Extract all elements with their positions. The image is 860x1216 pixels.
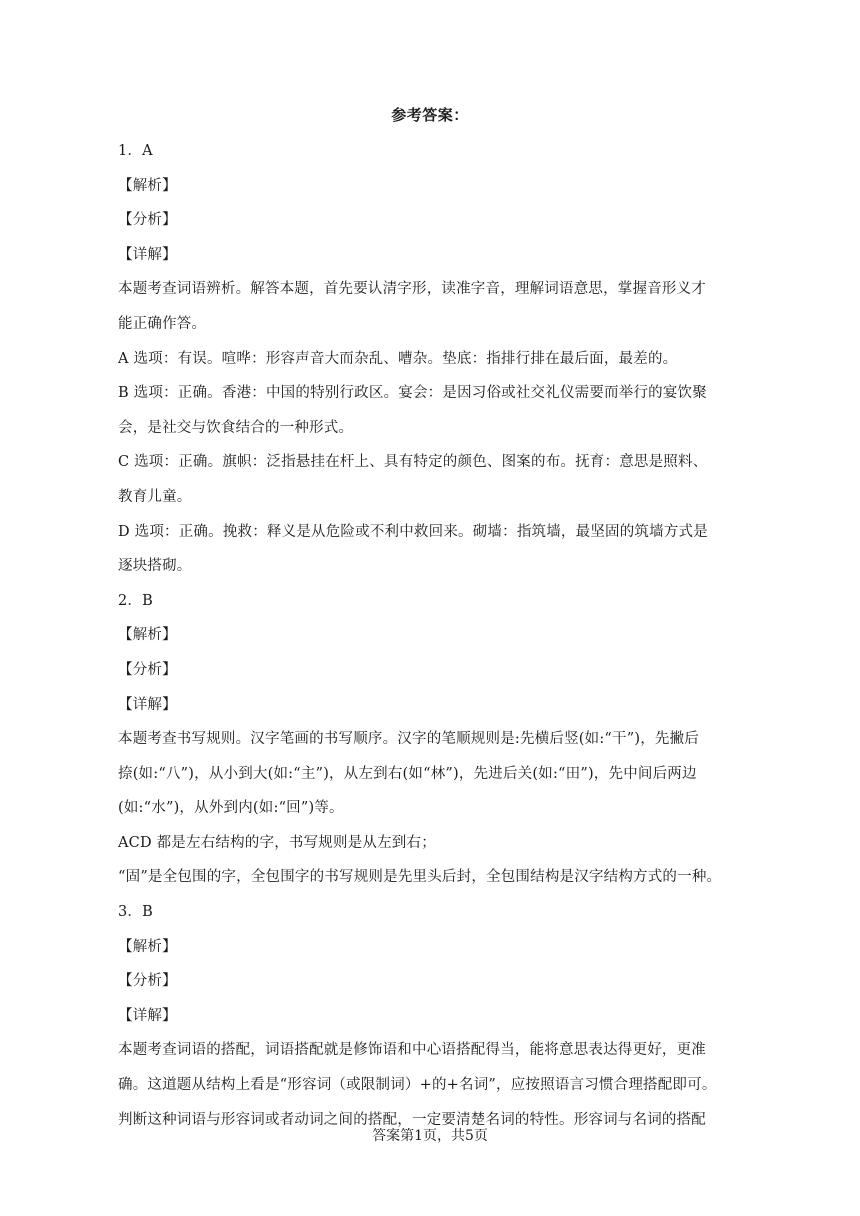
- text-line: 本题考查词语的搭配，词语搭配就是修饰语和中心语搭配得当，能将意思表达得更好，更准: [118, 1042, 706, 1059]
- text-line: 【详解】: [118, 696, 177, 713]
- text-line: 【分析】: [118, 973, 177, 990]
- text-line: 逐块搭砌。: [118, 558, 192, 575]
- text-line: 【详解】: [118, 246, 177, 263]
- answer-content: [118, 134, 742, 1137]
- text-line: 【分析】: [118, 661, 177, 678]
- text-line: 捺(如:“八”)，从小到大(如:“主”)，从左到右(如“林”)，先进后关(如:“田”)，先中间后两边: [118, 765, 697, 782]
- text-line: 确。这道题从结构上看是“形容词（或限制词）+的+名词”，应按照语言习惯合理搭配即可。: [118, 1077, 717, 1094]
- text-line: D 选项：正确。挽救：释义是从危险或不利中救回来。砌墙：指筑墙，最坚固的筑墙方式是: [118, 523, 708, 540]
- text-line: 会，是社交与饮食结合的一种形式。: [118, 419, 354, 436]
- text-line: 【解析】: [118, 177, 177, 194]
- page-title: 参考答案：: [391, 106, 469, 124]
- text-line: 1．A: [118, 143, 153, 159]
- text-line: 【详解】: [118, 1007, 177, 1024]
- page-footer: 答案第1页，共5页: [372, 1128, 488, 1144]
- text-line: (如:“水”)，从外到内(如:“回”)等。: [118, 800, 344, 817]
- text-line: A 选项：有误。喧哗：形容声音大而杂乱、嘈杂。垫底：指排行排在最后面，最差的。: [118, 350, 678, 367]
- text-line: 3．B: [118, 904, 153, 921]
- text-line: “固”是全包围的字，全包围字的书写规则是先里头后封，全包围结构是汉字结构方式的一种。: [118, 869, 722, 886]
- text-line: 【解析】: [118, 627, 177, 644]
- text-line: 教育儿童。: [118, 488, 192, 505]
- text-line: 【解析】: [118, 938, 177, 955]
- text-line: 【分析】: [118, 212, 177, 229]
- text-line: B 选项：正确。香港：中国的特别行政区。宴会：是因习俗或社交礼仪需要而举行的宴饮聚: [118, 385, 707, 402]
- text-line: 2．B: [118, 592, 153, 609]
- text-line: C 选项：正确。旗帜：泛指悬挂在杆上、具有特定的颜色、图案的布。抚育：意思是照料、: [118, 454, 708, 471]
- text-line: 本题考查词语辨析。解答本题，首先要认清字形，读准字音，理解词语意思，掌握音形义才: [118, 281, 706, 298]
- text-line: 本题考查书写规则。汉字笔画的书写顺序。汉字的笔顺规则是:先横后竖(如:“干”)，先撇后: [118, 731, 700, 748]
- text-line: 判断这种词语与形容词或者动词之间的搭配，一定要清楚名词的特性。形容词与名词的搭配: [118, 1111, 706, 1128]
- text-line: 能正确作答。: [118, 315, 207, 332]
- text-line: ACD 都是左右结构的字，书写规则是从左到右；: [118, 834, 436, 851]
